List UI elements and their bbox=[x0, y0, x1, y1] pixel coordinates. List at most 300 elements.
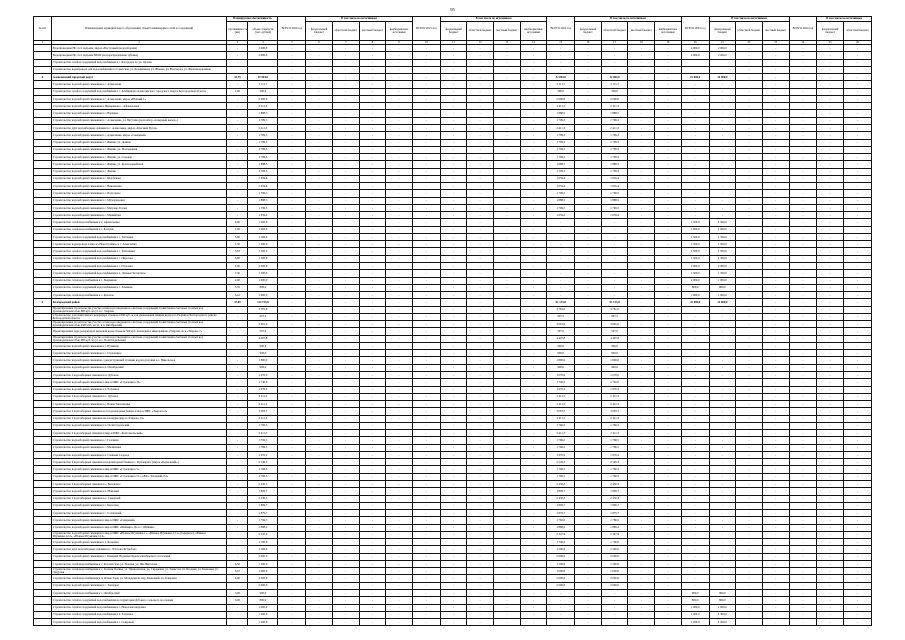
row-cell-r24: - bbox=[843, 401, 871, 408]
row-cell-o22: - bbox=[655, 495, 682, 502]
row-cell-r22: 597,0 bbox=[601, 328, 628, 335]
row-cell-r22: 1 766,5 bbox=[601, 466, 628, 473]
row-cell-t21: - bbox=[412, 190, 440, 197]
row-cell-t23: - bbox=[681, 451, 709, 458]
row-cell-o20: - bbox=[386, 517, 413, 524]
row-cell-t24: - bbox=[789, 139, 817, 146]
row-cell-t23: - bbox=[681, 103, 709, 110]
row-cell-r23: - bbox=[736, 589, 763, 596]
row-cell-r24: - bbox=[843, 328, 871, 335]
row-cell-f24: - bbox=[817, 59, 844, 66]
row-cell-f21: - bbox=[440, 284, 467, 291]
row-cell-l22: - bbox=[628, 103, 655, 110]
row-cell-f21: - bbox=[440, 321, 467, 328]
sources-2022-header: В том числе по источникам bbox=[575, 17, 682, 22]
row-name: Строительство сетей и сооружений водоснабжения в с. Алейниково Алексеевского городского округа Белгородской области bbox=[51, 88, 227, 95]
row-cell-f21: - bbox=[440, 611, 467, 618]
row-cell-r20: - bbox=[332, 328, 359, 335]
row-cell-t21: - bbox=[412, 480, 440, 487]
row-cell-cost: 1 888,5 bbox=[248, 110, 278, 117]
row-cell-r22: 2 347,9 bbox=[601, 531, 628, 538]
row-cell-len: 3,10 bbox=[227, 568, 248, 575]
row-cell-t23: 900,0 bbox=[681, 589, 709, 596]
row-cell-f24: - bbox=[817, 168, 844, 175]
row-name: Строительство водозаборной скважины с реконструкцией станции водоподготовки в с. Никольское bbox=[51, 357, 227, 364]
row-cell-n bbox=[34, 560, 52, 567]
row-cell-t24: - bbox=[789, 611, 817, 618]
row-cell-r23: - bbox=[736, 124, 763, 131]
column-number: 23 bbox=[762, 41, 789, 45]
row-cell-r24: - bbox=[843, 604, 871, 611]
row-cell-t21: - bbox=[412, 568, 440, 575]
row-cell-r22: 697,5 bbox=[601, 313, 628, 320]
row-cell-f21: - bbox=[440, 277, 467, 284]
row-cell-o22: - bbox=[655, 161, 682, 168]
row-cell-f23: - bbox=[709, 313, 736, 320]
row-cell-l22: - bbox=[628, 459, 655, 466]
row-name: Строительство 2 водозаборных скважин в с. Северный bbox=[51, 495, 227, 502]
row-cell-o22: - bbox=[655, 553, 682, 560]
off-2021-header: внебюджетные источники bbox=[520, 22, 547, 41]
row-cell-r21: - bbox=[467, 437, 494, 444]
row-cell-r23: - bbox=[736, 66, 763, 73]
row-cell-len: - bbox=[227, 553, 248, 560]
row-cell-r22: 4 407,8 bbox=[601, 335, 628, 342]
row-cell-t22: 1 766,5 bbox=[547, 517, 575, 524]
row-cell-t22: - bbox=[547, 52, 575, 59]
row-cell-l20: - bbox=[359, 619, 386, 626]
row-cell-t23: - bbox=[681, 510, 709, 517]
row-cell-t21: - bbox=[412, 299, 440, 306]
row-cell-o22: - bbox=[655, 364, 682, 371]
row-cell-l22: - bbox=[628, 372, 655, 379]
row-cell-o21: - bbox=[520, 110, 547, 117]
row-cell-f22: - bbox=[575, 95, 602, 102]
row-cell-o22: - bbox=[655, 597, 682, 604]
row-cell-f20: - bbox=[306, 270, 333, 277]
row-cell-o20: - bbox=[386, 74, 413, 81]
row-cell-f20: - bbox=[306, 168, 333, 175]
row-cell-l21: - bbox=[493, 74, 520, 81]
row-cell-l23: - bbox=[762, 546, 789, 553]
row-cell-f21: - bbox=[440, 430, 467, 437]
row-cell-len: - bbox=[227, 357, 248, 364]
row-cell-t24: - bbox=[789, 568, 817, 575]
row-cell-cost bbox=[248, 66, 278, 73]
row-name: Водопроводная НС 2-го подъема ВЗМГ (водораспределение зубовка) bbox=[51, 52, 227, 59]
row-cell-l22: - bbox=[628, 110, 655, 117]
row-cell-r21: - bbox=[467, 117, 494, 124]
row-cell-f24: - bbox=[817, 233, 844, 240]
row-cell-l23: - bbox=[762, 292, 789, 299]
row-cell-l22: - bbox=[628, 495, 655, 502]
column-number: 11 bbox=[440, 41, 467, 45]
row-cell-l21: - bbox=[493, 568, 520, 575]
row-cell-o22: - bbox=[655, 277, 682, 284]
row-cell-cost: 1 879,7 bbox=[248, 510, 278, 517]
row-cell-t24: - bbox=[789, 619, 817, 626]
table-row bbox=[34, 582, 872, 589]
table-row bbox=[34, 372, 872, 379]
row-cell-r23: - bbox=[736, 422, 763, 429]
row-cell-n bbox=[34, 306, 52, 313]
row-cell-t22: 900,0 bbox=[547, 342, 575, 349]
row-cell-l23: - bbox=[762, 299, 789, 306]
table-row bbox=[34, 161, 872, 168]
row-cell-r23: - bbox=[736, 444, 763, 451]
row-cell-t22: 1 659,4 bbox=[547, 183, 575, 190]
row-cell-r24: - bbox=[843, 306, 871, 313]
row-cell-o22: - bbox=[655, 539, 682, 546]
row-cell-t24: - bbox=[789, 473, 817, 480]
row-cell-t20: - bbox=[278, 270, 306, 277]
column-number: 25 bbox=[817, 41, 844, 45]
row-cell-t21: - bbox=[412, 546, 440, 553]
row-cell-f23: - bbox=[709, 139, 736, 146]
row-cell-f23: - bbox=[709, 204, 736, 211]
row-cell-t21: - bbox=[412, 161, 440, 168]
row-cell-l20: - bbox=[359, 146, 386, 153]
row-cell-l22: - bbox=[628, 219, 655, 226]
row-cell-len: - bbox=[227, 582, 248, 589]
row-cell-cost: 800,0 bbox=[248, 597, 278, 604]
row-cell-t21: - bbox=[412, 139, 440, 146]
row-name: Строительство 2 водозаборных скважин на площадке мкр-н «Таврово-10» bbox=[51, 415, 227, 422]
row-cell-o20: - bbox=[386, 168, 413, 175]
row-cell-o21: - bbox=[520, 270, 547, 277]
row-cell-t22: 1 000,0 bbox=[547, 568, 575, 575]
row-cell-r24: - bbox=[843, 233, 871, 240]
row-cell-n bbox=[34, 568, 52, 575]
row-cell-cost: 3 781,0 bbox=[248, 306, 278, 313]
row-cell-f23: - bbox=[709, 95, 736, 102]
row-cell-l20: - bbox=[359, 408, 386, 415]
row-cell-l23: - bbox=[762, 379, 789, 386]
row-cell-l21: - bbox=[493, 146, 520, 153]
row-cell-f23: 22 000,0 bbox=[709, 299, 736, 306]
row-cell-l20: - bbox=[359, 328, 386, 335]
row-cell-t21: - bbox=[412, 95, 440, 102]
row-name: Строительство водозаборной скважины в с. Жилин, ул. Молодежная bbox=[51, 146, 227, 153]
row-cell-r21: - bbox=[467, 74, 494, 81]
row-cell-f21: - bbox=[440, 313, 467, 320]
row-cell-f24: - bbox=[817, 66, 844, 73]
row-cell-f20: - bbox=[306, 357, 333, 364]
row-cell-n bbox=[34, 488, 52, 495]
row-cell-f24: - bbox=[817, 52, 844, 59]
row-cell-o21: - bbox=[520, 444, 547, 451]
row-cell-t23: 1 500,0 bbox=[681, 270, 709, 277]
row-cell-cost: 1 766,5 bbox=[248, 473, 278, 480]
row-cell-t21: - bbox=[412, 531, 440, 538]
row-cell-f20: - bbox=[306, 45, 333, 52]
row-cell-r21: - bbox=[467, 226, 494, 233]
row-cell-r20: - bbox=[332, 299, 359, 306]
row-cell-t22: - bbox=[547, 270, 575, 277]
row-cell-l23: - bbox=[762, 139, 789, 146]
row-cell-r23: - bbox=[736, 233, 763, 240]
row-cell-l21: - bbox=[493, 284, 520, 291]
row-cell-l22: - bbox=[628, 451, 655, 458]
row-cell-o21: - bbox=[520, 132, 547, 139]
row-cell-r22: 1 799,5 bbox=[601, 204, 628, 211]
row-cell-r22: - bbox=[601, 292, 628, 299]
row-cell-r20: - bbox=[332, 495, 359, 502]
row-cell-cost: 2 347,9 bbox=[248, 531, 278, 538]
row-cell-o20: - bbox=[386, 306, 413, 313]
row-cell-t21: - bbox=[412, 284, 440, 291]
row-cell-t21: - bbox=[412, 415, 440, 422]
row-cell-o20: - bbox=[386, 582, 413, 589]
table-row bbox=[34, 473, 872, 480]
row-cell-l21: - bbox=[493, 270, 520, 277]
row-cell-f22: - bbox=[575, 372, 602, 379]
row-cell-o22: - bbox=[655, 328, 682, 335]
row-cell-f24: - bbox=[817, 117, 844, 124]
row-cell-f23: 800,0 bbox=[709, 284, 736, 291]
row-cell-cost: 2 000,0 bbox=[248, 95, 278, 102]
row-cell-r20: - bbox=[332, 502, 359, 509]
row-cell-len: 2,00 bbox=[227, 263, 248, 270]
row-name: Строительство сетей и сооружений водоснабжения в х. Разумное bbox=[51, 611, 227, 618]
row-cell-r22: 1 000,0 bbox=[601, 568, 628, 575]
row-cell-o21: - bbox=[520, 204, 547, 211]
row-cell-r24: - bbox=[843, 197, 871, 204]
row-cell-o21: - bbox=[520, 306, 547, 313]
row-cell-r24: - bbox=[843, 161, 871, 168]
row-cell-f22: - bbox=[575, 313, 602, 320]
row-cell-l23: - bbox=[762, 321, 789, 328]
row-cell-t23: 1 500,0 bbox=[681, 241, 709, 248]
row-cell-l22: - bbox=[628, 255, 655, 262]
row-cell-l20: - bbox=[359, 539, 386, 546]
row-cell-len: - bbox=[227, 415, 248, 422]
row-cell-t23: - bbox=[681, 582, 709, 589]
row-cell-cost: 2 411,3 bbox=[248, 393, 278, 400]
row-cell-t23: 15 000,0 bbox=[681, 74, 709, 81]
row-cell-f23 bbox=[709, 59, 736, 66]
row-cell-cost: 1 000,0 bbox=[248, 604, 278, 611]
row-cell-t20: - bbox=[278, 241, 306, 248]
row-cell-f20: - bbox=[306, 226, 333, 233]
row-cell-r24: - bbox=[843, 59, 871, 66]
row-cell-r20: - bbox=[332, 357, 359, 364]
row-cell-f23: - bbox=[709, 306, 736, 313]
row-cell-cost: 900,0 bbox=[248, 364, 278, 371]
row-cell-r21: - bbox=[467, 190, 494, 197]
row-cell-len: - bbox=[227, 328, 248, 335]
row-cell-r22: 3 661,6 bbox=[601, 321, 628, 328]
row-cell-r20: - bbox=[332, 124, 359, 131]
row-cell-l21: - bbox=[493, 502, 520, 509]
row-cell-f21: - bbox=[440, 480, 467, 487]
row-cell-l21: - bbox=[493, 88, 520, 95]
row-cell-f20: - bbox=[306, 510, 333, 517]
row-cell-l23: - bbox=[762, 597, 789, 604]
row-cell-t21: - bbox=[412, 154, 440, 161]
row-cell-t24: - bbox=[789, 517, 817, 524]
row-cell-r23: - bbox=[736, 226, 763, 233]
row-cell-r21: - bbox=[467, 95, 494, 102]
row-cell-cost: 1 500,0 bbox=[248, 255, 278, 262]
row-cell-len: 3,41 bbox=[227, 292, 248, 299]
row-cell-n bbox=[34, 132, 52, 139]
row-cell-f22: - bbox=[575, 575, 602, 582]
row-cell-t20: - bbox=[278, 619, 306, 626]
row-cell-o20: - bbox=[386, 459, 413, 466]
row-cell-f23: - bbox=[709, 546, 736, 553]
row-cell-t24: - bbox=[789, 241, 817, 248]
row-cell-t20: - bbox=[278, 117, 306, 124]
total-2022-header: ВСЕГО 2022 год bbox=[547, 17, 575, 41]
column-number: 13 bbox=[493, 41, 520, 45]
row-cell-f22: - bbox=[575, 45, 602, 52]
row-cell-l20: - bbox=[359, 175, 386, 182]
row-cell-cost: 2 000,0 bbox=[248, 52, 278, 59]
row-cell-t20: - bbox=[278, 292, 306, 299]
row-cell-t21: - bbox=[412, 488, 440, 495]
row-cell-n bbox=[34, 422, 52, 429]
row-cell-cost: 1 400,0 bbox=[248, 611, 278, 618]
row-cell-t20: - bbox=[278, 408, 306, 415]
row-cell-r21: - bbox=[467, 495, 494, 502]
row-cell-o22: - bbox=[655, 342, 682, 349]
row-cell-r20: - bbox=[332, 88, 359, 95]
row-cell-f21: - bbox=[440, 568, 467, 575]
row-cell-cost: 2 411,3 bbox=[248, 401, 278, 408]
row-cell-t20: - bbox=[278, 45, 306, 52]
row-cell-t24: - bbox=[789, 204, 817, 211]
row-cell-f20: - bbox=[306, 321, 333, 328]
row-cell-f22: - bbox=[575, 531, 602, 538]
row-name: Строительство водозаборной скважины в с. Мухоудеровка bbox=[51, 197, 227, 204]
row-cell-f24: - bbox=[817, 146, 844, 153]
row-name: Строительство водозаборной скважины в с. Солнечный bbox=[51, 510, 227, 517]
row-cell-f21: - bbox=[440, 589, 467, 596]
row-cell-l20: - bbox=[359, 480, 386, 487]
row-cell-l20: - bbox=[359, 401, 386, 408]
row-cell-r22: 3 781,0 bbox=[601, 306, 628, 313]
row-cell-f24: - bbox=[817, 241, 844, 248]
row-cell-f22: - bbox=[575, 517, 602, 524]
row-name: Строительство водозаборной скважины в мкр-н ИЖС «Стрелецкое-33» bbox=[51, 379, 227, 386]
row-cell-r20: - bbox=[332, 517, 359, 524]
row-cell-l21: - bbox=[493, 226, 520, 233]
row-cell-t21: - bbox=[412, 466, 440, 473]
row-cell-r24: - bbox=[843, 248, 871, 255]
row-cell-t24: - bbox=[789, 604, 817, 611]
row-cell-o21: - bbox=[520, 539, 547, 546]
row-cell-len: - bbox=[227, 604, 248, 611]
row-cell-f23: - bbox=[709, 480, 736, 487]
row-cell-t21: - bbox=[412, 292, 440, 299]
row-cell-o20: - bbox=[386, 611, 413, 618]
row-cell-f24: - bbox=[817, 197, 844, 204]
row-cell-l20: - bbox=[359, 560, 386, 567]
row-cell-r20: - bbox=[332, 611, 359, 618]
row-cell-f22: - bbox=[575, 88, 602, 95]
row-cell-r22: 1 799,5 bbox=[601, 154, 628, 161]
row-cell-r20: - bbox=[332, 444, 359, 451]
row-cell-l21: - bbox=[493, 444, 520, 451]
table-row bbox=[34, 524, 872, 531]
row-cell-n bbox=[34, 597, 52, 604]
reg-2024-header: областной бюджет bbox=[843, 22, 871, 41]
row-cell-r20: - bbox=[332, 190, 359, 197]
row-cell-n bbox=[34, 539, 52, 546]
row-cell-len: - bbox=[227, 204, 248, 211]
row-cell-o22: - bbox=[655, 357, 682, 364]
row-cell-f21: - bbox=[440, 212, 467, 219]
row-cell-o20: - bbox=[386, 604, 413, 611]
row-name: Белгородский район bbox=[51, 299, 227, 306]
row-cell-f24: - bbox=[817, 270, 844, 277]
row-cell-o22: - bbox=[655, 480, 682, 487]
row-name: Строительство водозаборной скважины в с. Щербаково bbox=[51, 175, 227, 182]
row-cell-t20: - bbox=[278, 219, 306, 226]
row-cell-f22: - bbox=[575, 451, 602, 458]
row-cell-len: - bbox=[227, 531, 248, 538]
row-cell-l23: - bbox=[762, 575, 789, 582]
row-cell-o20: - bbox=[386, 255, 413, 262]
row-cell-o21: - bbox=[520, 154, 547, 161]
row-cell-f23: - bbox=[709, 88, 736, 95]
row-cell-t23: - bbox=[681, 437, 709, 444]
row-cell-n bbox=[34, 611, 52, 618]
row-cell-l23: - bbox=[762, 284, 789, 291]
row-cell-n bbox=[34, 328, 52, 335]
row-cell-t20: - bbox=[278, 451, 306, 458]
row-cell-o22: - bbox=[655, 66, 682, 73]
row-cell-t22: 1 766,5 bbox=[547, 437, 575, 444]
row-cell-f21: - bbox=[440, 619, 467, 626]
row-cell-o22: - bbox=[655, 488, 682, 495]
row-cell-len: - bbox=[227, 480, 248, 487]
row-cell-l20: - bbox=[359, 161, 386, 168]
row-cell-f23: - bbox=[709, 553, 736, 560]
row-cell-l23: - bbox=[762, 422, 789, 429]
row-cell-n bbox=[34, 248, 52, 255]
row-cell-r23: - bbox=[736, 611, 763, 618]
row-cell-r23: - bbox=[736, 502, 763, 509]
row-cell-o21: - bbox=[520, 248, 547, 255]
row-cell-f20: - bbox=[306, 175, 333, 182]
loc-2023-header: местный бюджет bbox=[762, 22, 789, 41]
row-cell-n bbox=[34, 473, 52, 480]
row-cell-t24: - bbox=[789, 553, 817, 560]
row-cell-t21: - bbox=[412, 539, 440, 546]
row-cell-n bbox=[34, 313, 52, 320]
row-cell-f21: - bbox=[440, 495, 467, 502]
row-cell-l22: - bbox=[628, 619, 655, 626]
row-cell-r20: - bbox=[332, 582, 359, 589]
row-name: Строительство водозаборной скважины в с. Николаевка bbox=[51, 183, 227, 190]
row-cell-l21: - bbox=[493, 59, 520, 66]
row-cell-f20: - bbox=[306, 342, 333, 349]
row-cell-r20: - bbox=[332, 204, 359, 211]
row-cell-l22: - bbox=[628, 597, 655, 604]
row-cell-f22: - bbox=[575, 212, 602, 219]
row-cell-f22: - bbox=[575, 219, 602, 226]
row-cell-r22: 1 766,5 bbox=[601, 437, 628, 444]
row-cell-f22: - bbox=[575, 241, 602, 248]
row-cell-l21: - bbox=[493, 190, 520, 197]
row-cell-f23: - bbox=[709, 568, 736, 575]
row-cell-o22: - bbox=[655, 372, 682, 379]
row-cell-n bbox=[34, 277, 52, 284]
row-cell-n bbox=[34, 510, 52, 517]
row-cell-t20: - bbox=[278, 466, 306, 473]
